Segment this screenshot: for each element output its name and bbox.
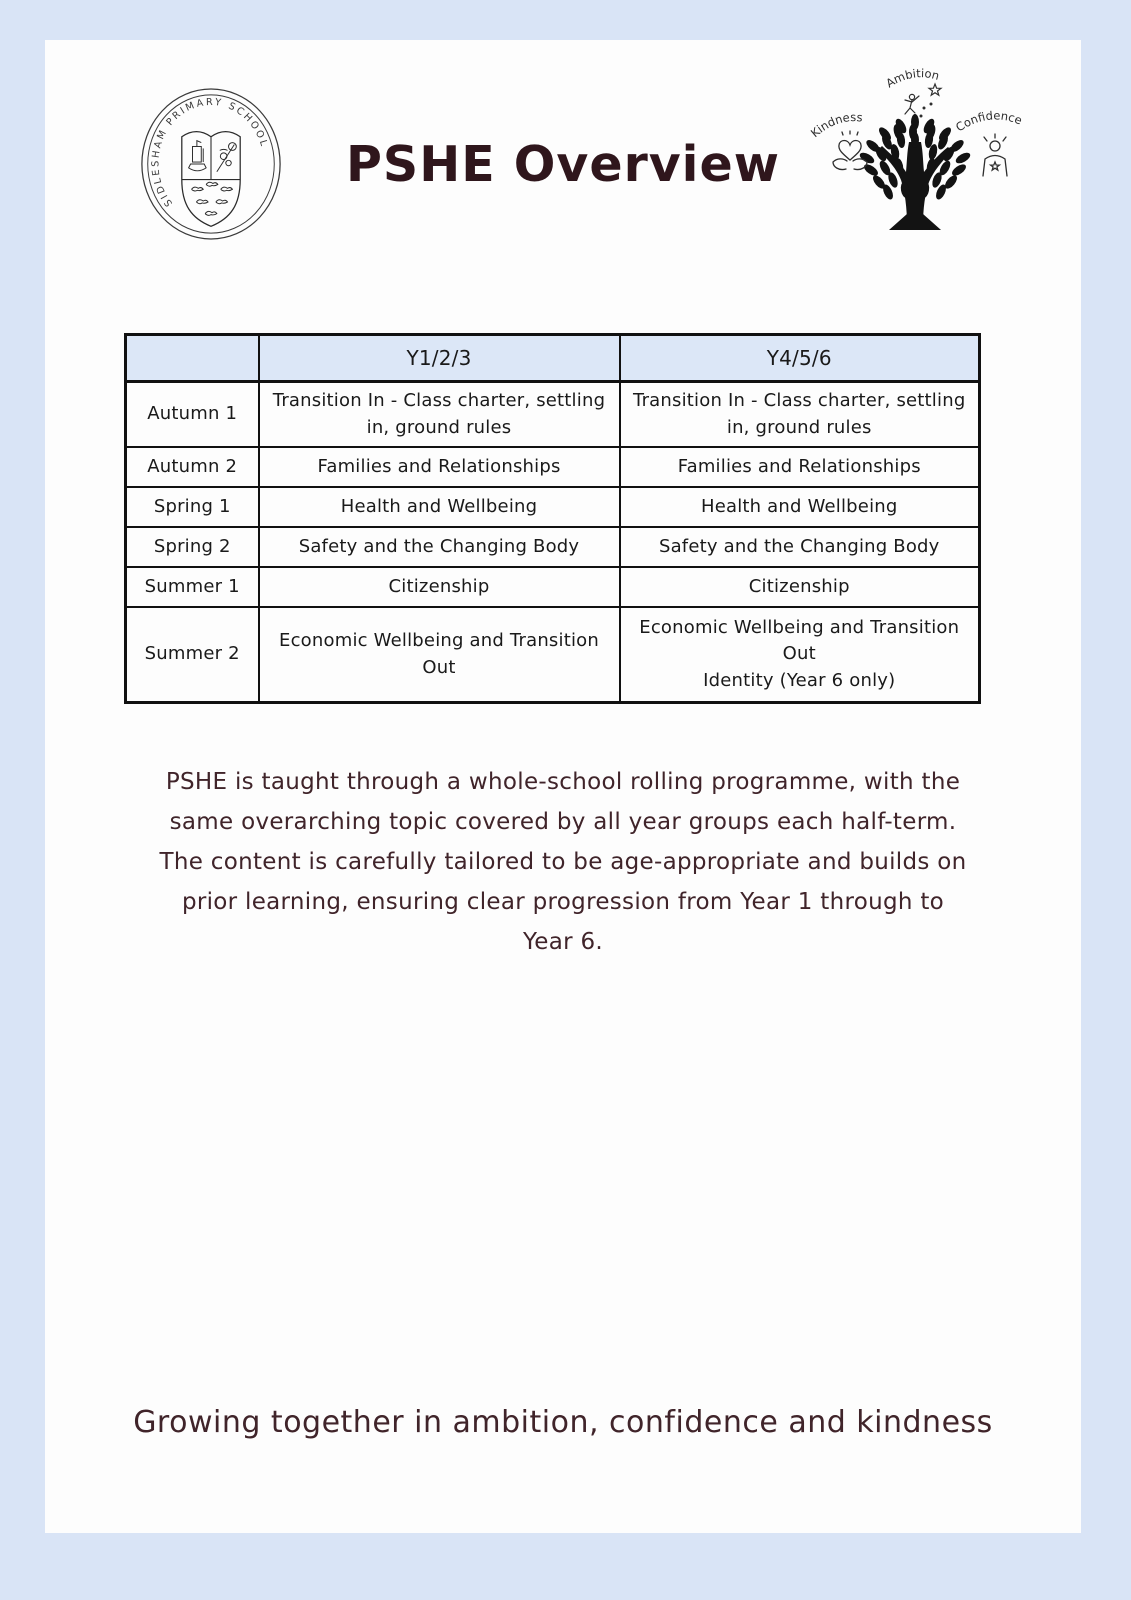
school-name-text: SIDLESHAM PRIMARY SCHOOL [150,96,270,209]
description-line: Year 6. [522,929,604,955]
table-row-autumn-1 [126,382,980,448]
topic-cell-y123: Transition In - Class charter, settling in, ground rules [259,382,620,448]
topic-cell-y123: Citizenship [259,567,620,607]
table-header-row [126,335,980,382]
topic-cell-y456: Safety and the Changing Body [620,527,980,567]
description-line: same overarching topic covered by all year groups each half-term. [169,809,957,835]
topic-cell-y123: Health and Wellbeing [259,487,620,527]
topic-cell-y123: Safety and the Changing Body [259,527,620,567]
topic-cell-y456: Transition In - Class charter, settling in, ground rules [620,382,980,448]
kindness-label: Kindness [807,110,864,141]
tree-icon [858,114,972,230]
description-line: The content is carefully tailored to be age-appropriate and builds on [159,849,967,875]
table-row-summer-2 [126,607,980,703]
programme-description [45,762,1081,962]
column-header-y123: Y1/2/3 [259,335,620,382]
values-tree-logo [793,62,1043,256]
document-page [45,40,1081,1533]
pshe-curriculum-table [124,333,981,704]
column-header-y456: Y4/5/6 [620,335,980,382]
table-row-autumn-2 [126,447,980,487]
term-cell: Summer 1 [126,567,259,607]
confidence-label: Confidence [953,108,1025,135]
kindness-icon [833,131,867,170]
topic-cell-y123: Families and Relationships [259,447,620,487]
topic-line-main: Economic Wellbeing and Transition Out [639,617,960,665]
table-row-summer-1 [126,567,980,607]
confidence-icon [983,134,1007,176]
topic-cell-y456: Health and Wellbeing [620,487,980,527]
table-row-spring-2 [126,527,980,567]
description-line: prior learning, ensuring clear progression from Year 1 through to [181,889,945,915]
page-title: PSHE Overview [346,136,780,193]
topic-cell-y456: Families and Relationships [620,447,980,487]
topic-cell-y456 [620,607,980,703]
ambition-icon [905,84,941,117]
topic-line-extra: Identity (Year 6 only) [703,669,896,691]
topic-cell-y456: Citizenship [620,567,980,607]
term-cell: Spring 2 [126,527,259,567]
ambition-label: Ambition [883,66,941,91]
corner-header-cell [126,335,259,382]
term-cell: Autumn 1 [126,382,259,448]
term-cell: Spring 1 [126,487,259,527]
description-line: PSHE is taught through a whole-school rolling programme, with the [165,769,961,795]
term-cell: Autumn 2 [126,447,259,487]
school-motto: Growing together in ambition, confidence and kindness [133,1405,993,1440]
topic-cell-y123: Economic Wellbeing and Transition Out [259,607,620,703]
term-cell: Summer 2 [126,607,259,703]
values-tree-icon [793,62,1043,252]
curriculum-table-container [124,333,978,704]
table-row-spring-1 [126,487,980,527]
